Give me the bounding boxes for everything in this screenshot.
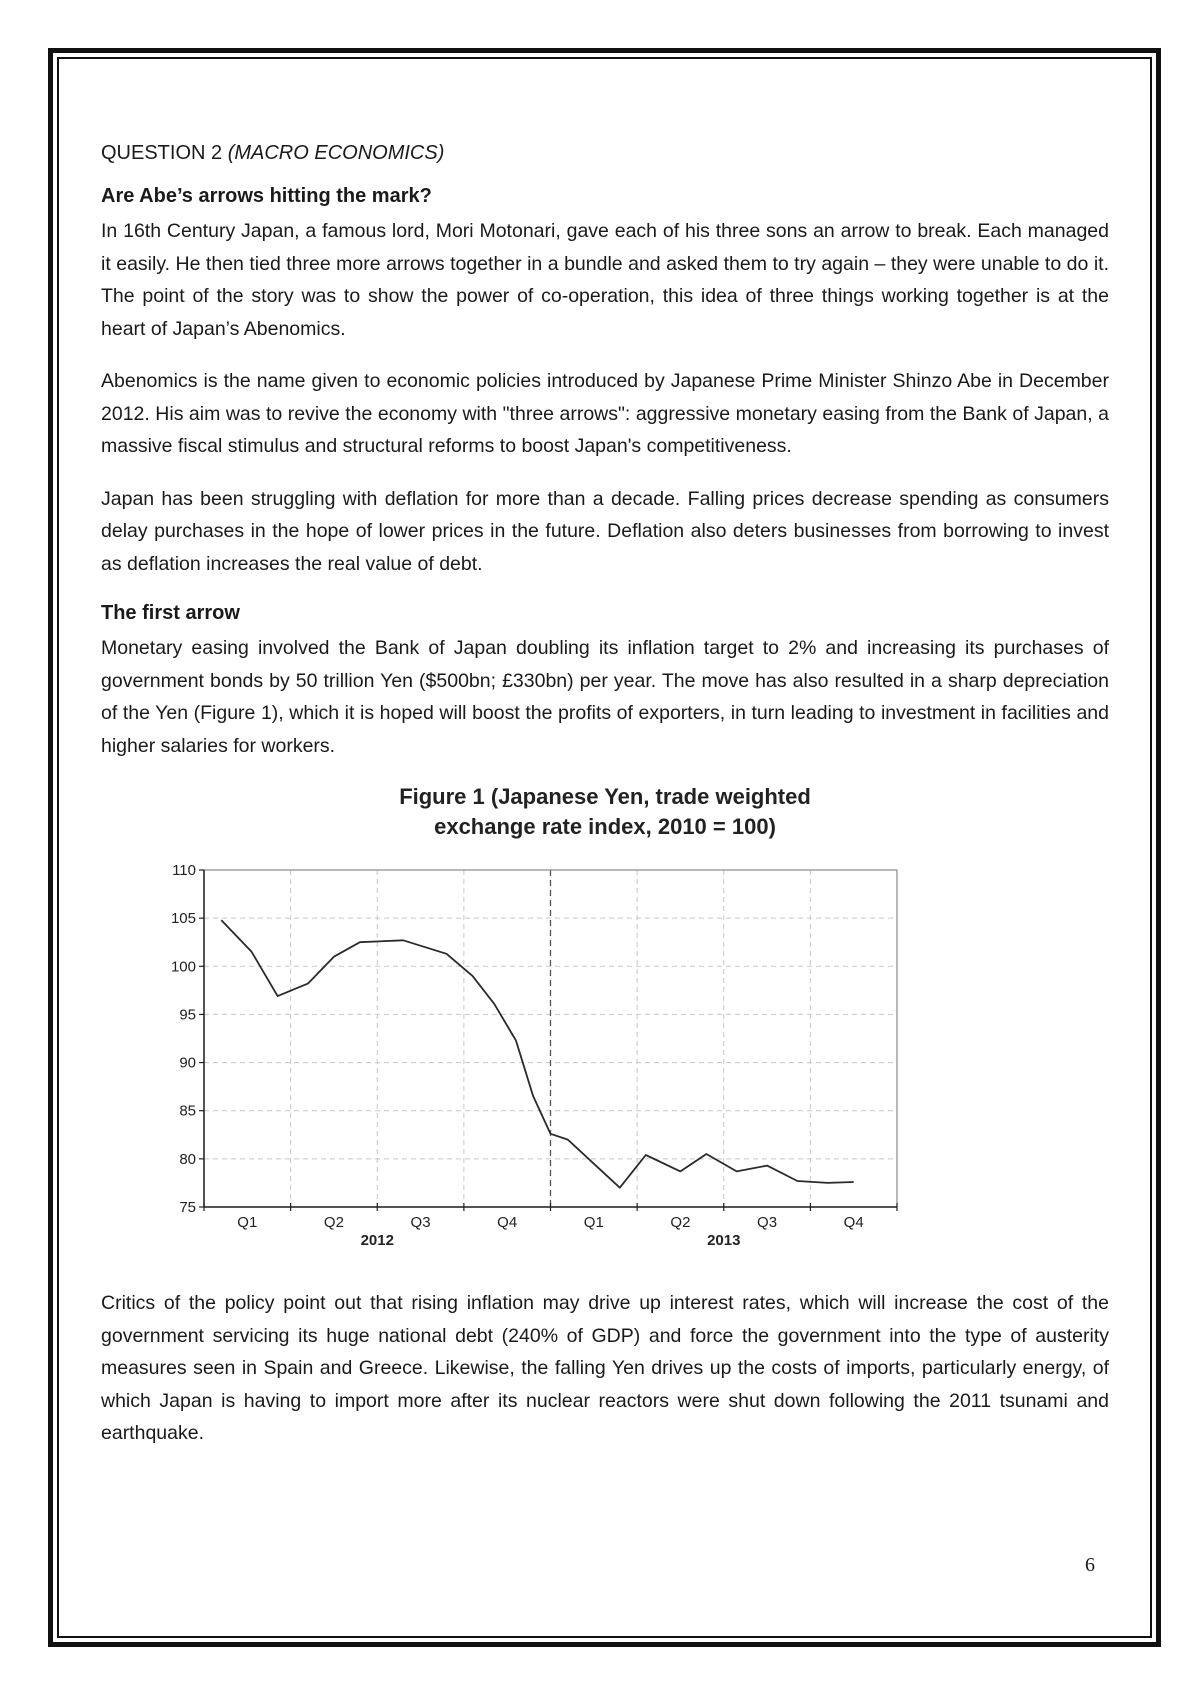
- x-tick-label: Q4: [843, 1214, 864, 1231]
- figure-1: [101, 782, 1109, 1287]
- series-line: [221, 920, 853, 1188]
- figure-title: [101, 782, 1109, 842]
- x-tick-label: Q3: [410, 1214, 431, 1231]
- exchange-rate-chart: [101, 782, 1109, 1287]
- paragraph-3: Japan has been struggling with deflation for more than a decade. Falling prices decrease spending as consumers delay purchases in the hope of lower prices in the future. Deflation also deters businesses from borrowing to invest as deflation increases the real value of debt.: [101, 487, 1109, 575]
- question-heading: [101, 140, 1109, 166]
- year-label: 2012: [360, 1232, 394, 1249]
- section-paragraph: Monetary easing involved the Bank of Japan doubling its inflation target to 2% and increasing its purchases of government bonds by 50 trillion Yen ($500bn; £330bn) per year. The move has also resulted in a sharp depreciation of the Yen (Figure 1), which it is hoped will boost the profits of exporters, in turn leading to investment in facilities and higher salaries for workers.: [101, 637, 1109, 757]
- y-tick-label: 95: [179, 1006, 196, 1024]
- critics-paragraph: Critics of the policy point out that rising inflation may drive up interest rates, which will increase the cost of the government servicing its huge national debt (240% of GDP) and force the government into the type of austerity measures seen in Spain and Greece. Likewise, the falling Yen drives up the costs of imports, particularly energy, of which Japan is having to import more after its nuclear reactors were shut down following the 2011 tsunami and earthquake.: [101, 1292, 1109, 1444]
- y-tick-label: 105: [170, 910, 196, 928]
- paragraph-1: In 16th Century Japan, a famous lord, Mori Motonari, gave each of his three sons an arrow to break. Each managed it easily. He then tied three more arrows together in a bundle and asked them to try again – they were unable to do it. The point of the story was to show the power of co-operation, this idea of three things working together is at the heart of Japan’s Abenomics.: [101, 220, 1109, 340]
- x-tick-label: Q3: [757, 1214, 778, 1231]
- figure-title-line1: Figure 1 (Japanese Yen, trade weighted: [399, 784, 811, 809]
- x-tick-label: Q1: [583, 1214, 604, 1231]
- x-tick-label: Q2: [323, 1214, 344, 1231]
- page-number: 6: [1085, 1554, 1095, 1576]
- document-body: [101, 140, 1109, 1470]
- y-tick-label: 75: [179, 1199, 196, 1216]
- y-tick-label: 80: [179, 1150, 196, 1168]
- x-tick-label: Q2: [670, 1214, 691, 1231]
- y-tick-label: 100: [170, 958, 196, 976]
- y-tick-label: 85: [179, 1102, 196, 1120]
- question-label: QUESTION 2: [101, 142, 228, 164]
- section-heading: The first arrow: [101, 602, 240, 624]
- article-title: Are Abe’s arrows hitting the mark?: [101, 185, 432, 207]
- paragraph-2: Abenomics is the name given to economic policies introduced by Japanese Prime Minister Shinzo Abe in December 2012. His aim was to revive the economy with "three arrows": aggressive monetary easing from the Bank of Japan, a massive fiscal stimulus and structural reforms to boost Japan's competitiveness.: [101, 370, 1109, 457]
- x-tick-label: Q1: [237, 1214, 258, 1231]
- year-label: 2013: [707, 1232, 741, 1249]
- y-tick-label: 90: [179, 1054, 196, 1072]
- figure-title-line2: exchange rate index, 2010 = 100): [434, 814, 776, 839]
- y-tick-label: 110: [172, 862, 196, 879]
- question-topic: (MACRO ECONOMICS): [227, 142, 445, 164]
- x-tick-label: Q4: [497, 1214, 518, 1231]
